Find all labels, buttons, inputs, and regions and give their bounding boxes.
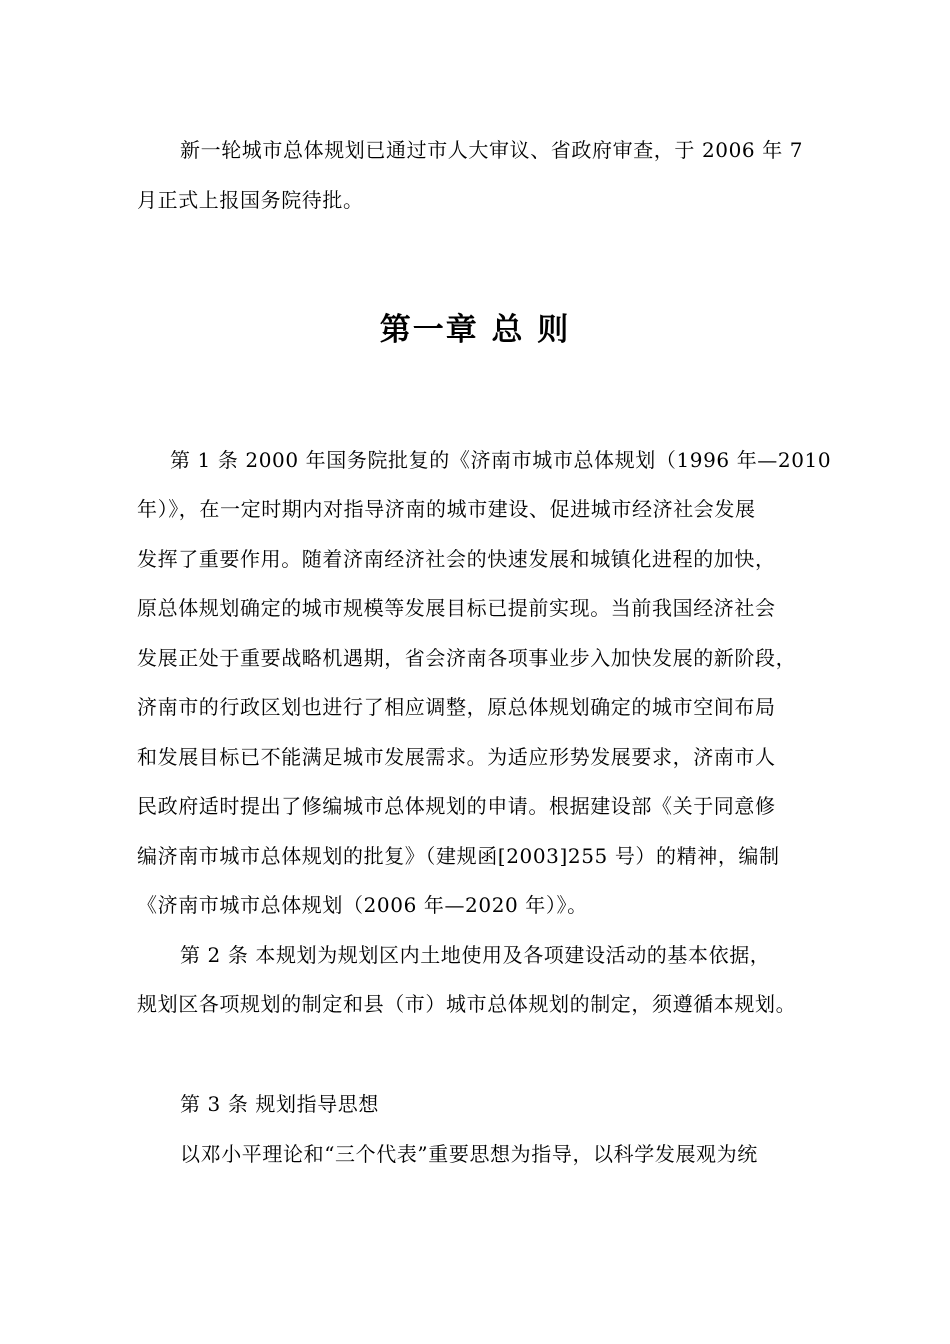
article-1-line: 济南市的行政区划也进行了相应调整，原总体规划确定的城市空间布局: [137, 695, 776, 719]
article-1-line: 年）》，在一定时期内对指导济南的城市建设、促进城市经济社会发展: [137, 497, 756, 521]
article-2-line: 第 2 条 本规划为规划区内土地使用及各项建设活动的基本依据，: [180, 943, 771, 967]
article-3-line: 以邓小平理论和“三个代表”重要思想为指导，以科学发展观为统: [180, 1142, 758, 1166]
intro-line-1: 新一轮城市总体规划已通过市人大审议、省政府审查，于 2006 年 7: [180, 138, 804, 162]
chapter-title: 第一章 总 则: [379, 312, 571, 348]
article-3-heading: 第 3 条 规划指导思想: [180, 1092, 379, 1116]
article-1-line: 原总体规划确定的城市规模等发展目标已提前实现。当前我国经济社会: [137, 596, 776, 620]
article-1-line: 《济南市城市总体规划（2006 年—2020 年）》。: [137, 893, 588, 917]
article-1-line: 编济南市城市总体规划的批复》（建规函[2003]255 号）的精神，编制: [137, 844, 780, 868]
article-1-line: 和发展目标已不能满足城市发展需求。为适应形势发展要求，济南市人: [137, 745, 776, 769]
article-2-line: 规划区各项规划的制定和县（市）城市总体规划的制定，须遵循本规划。: [137, 992, 797, 1016]
article-1-line: 发挥了重要作用。随着济南经济社会的快速发展和城镇化进程的加快，: [137, 547, 776, 571]
intro-line-2: 月正式上报国务院待批。: [137, 188, 364, 212]
article-1-line: 民政府适时提出了修编城市总体规划的申请。根据建设部《关于同意修: [137, 794, 776, 818]
article-1-line: 第 1 条 2000 年国务院批复的《济南市城市总体规划（1996 年—2010: [170, 448, 832, 472]
article-1-line: 发展正处于重要战略机遇期，省会济南各项事业步入加快发展的新阶段，: [137, 646, 797, 670]
